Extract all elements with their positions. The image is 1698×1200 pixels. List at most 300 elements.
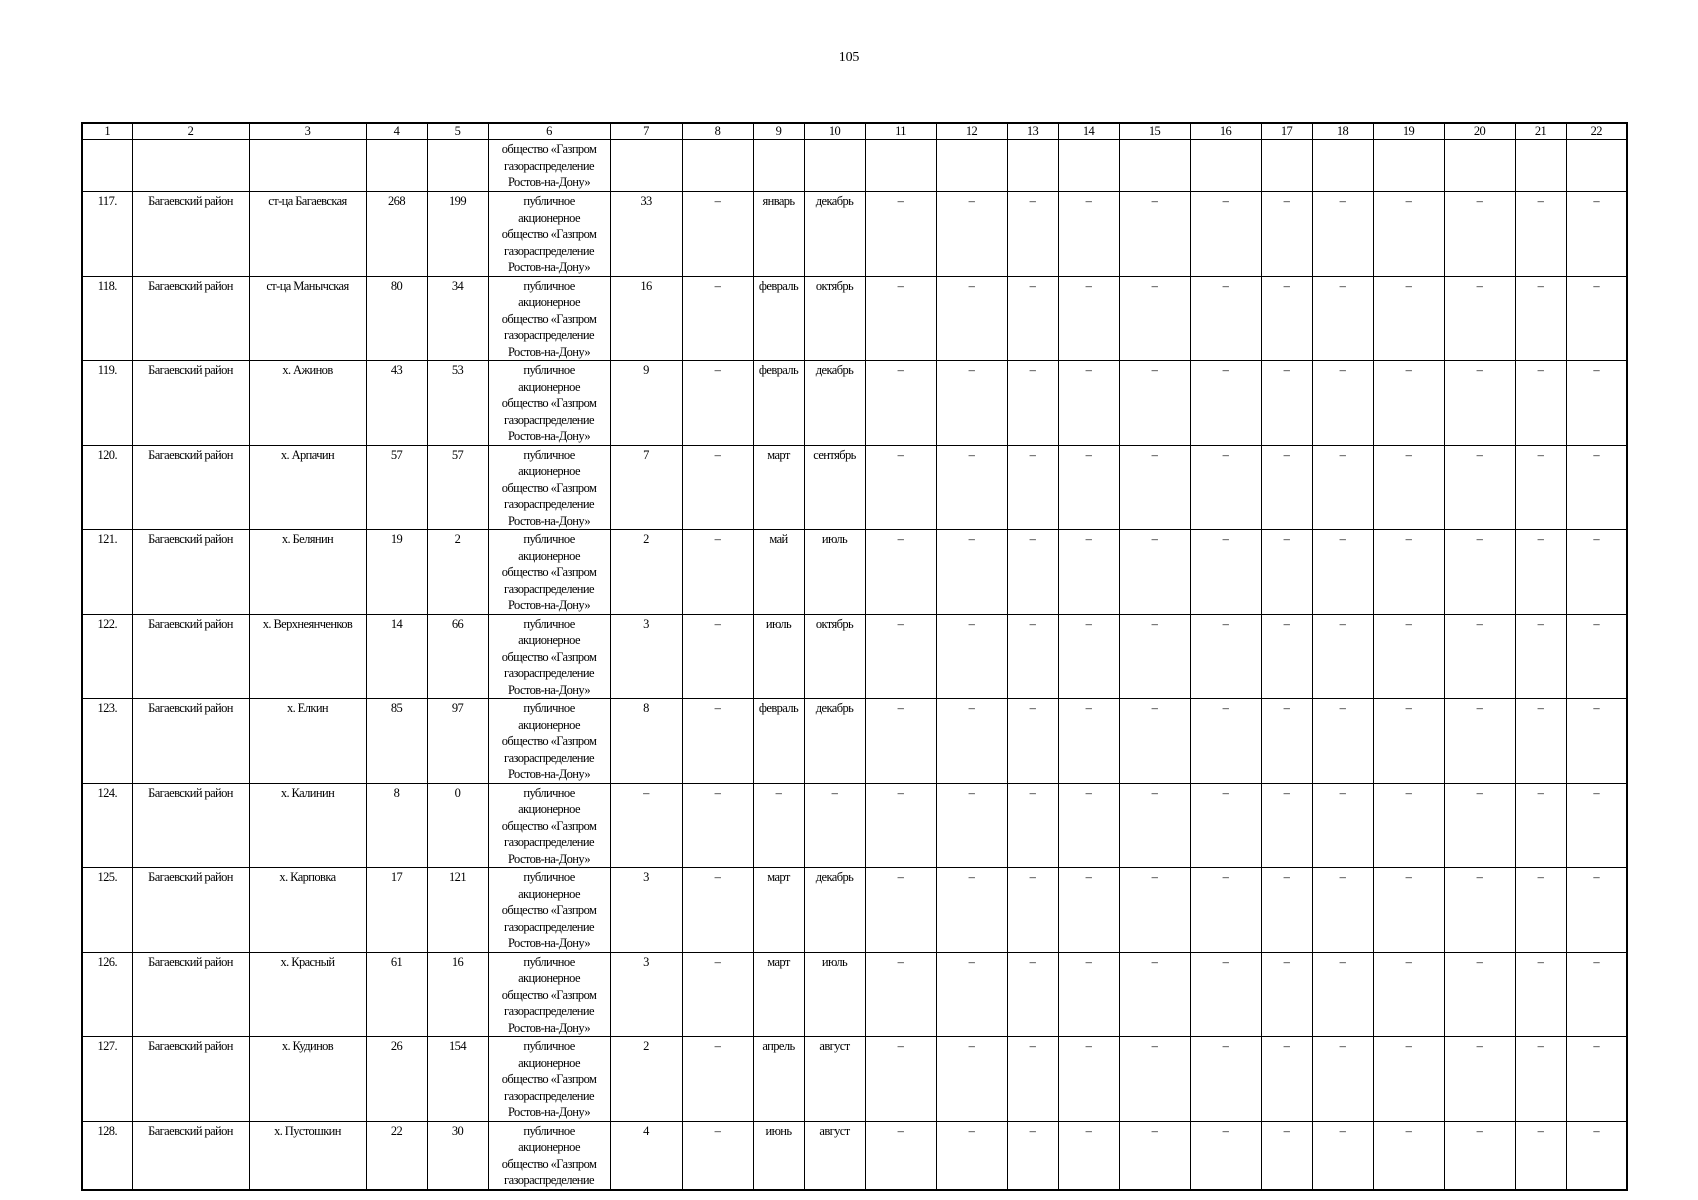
operator-line: публичное bbox=[523, 278, 575, 293]
dash-cell-col-14: – bbox=[1058, 1037, 1119, 1122]
dash-cell-col-22: – bbox=[1566, 1121, 1627, 1190]
operator-line: газораспределение bbox=[504, 328, 594, 342]
value-col-7: 9 bbox=[610, 361, 682, 446]
dash-cell-col-13: – bbox=[1007, 530, 1058, 615]
locality-cell: ст-ца Манычская bbox=[249, 276, 366, 361]
value-col-5: 57 bbox=[427, 445, 488, 530]
end-month-cell: август bbox=[804, 1121, 865, 1190]
start-month-cell: март bbox=[753, 952, 804, 1037]
cell-col-7 bbox=[610, 140, 682, 192]
cell-col-17 bbox=[1261, 140, 1312, 192]
dash-cell-col-22: – bbox=[1566, 192, 1627, 277]
dash-cell-col-22: – bbox=[1566, 783, 1627, 868]
dash-cell-col-15: – bbox=[1119, 530, 1190, 615]
operator-line: Ростов-на-Дону» bbox=[507, 1020, 591, 1035]
dash-cell-col-19: – bbox=[1373, 445, 1444, 530]
operator-line: Ростов-на-Дону» bbox=[507, 936, 591, 950]
operator-line: газораспределение bbox=[504, 243, 594, 258]
dash-cell-col-17: – bbox=[1261, 361, 1312, 446]
operator-line: акционерное bbox=[518, 464, 580, 478]
operator-line: газораспределение bbox=[504, 412, 594, 427]
district-cell: Багаевский район bbox=[132, 952, 249, 1037]
start-month-cell: январь bbox=[753, 192, 804, 277]
cell-col-9 bbox=[753, 140, 804, 192]
operator-line: публичное bbox=[523, 701, 575, 715]
table-row bbox=[82, 1037, 1627, 1122]
dash-cell-col-12: – bbox=[936, 192, 1007, 277]
dash-cell-col-20: – bbox=[1444, 276, 1515, 361]
cell-col-14 bbox=[1058, 140, 1119, 192]
dash-cell-col-20: – bbox=[1444, 699, 1515, 784]
dash-cell-col-17: – bbox=[1261, 868, 1312, 953]
dash-cell-col-19: – bbox=[1373, 614, 1444, 699]
dash-cell-col-12: – bbox=[936, 868, 1007, 953]
district-cell: Багаевский район bbox=[132, 783, 249, 868]
dash-cell-col-20: – bbox=[1444, 445, 1515, 530]
dash-cell-col-18: – bbox=[1312, 783, 1373, 868]
dash-cell-col-14: – bbox=[1058, 614, 1119, 699]
column-number-12: 12 bbox=[936, 123, 1007, 140]
cell-col-8 bbox=[682, 140, 753, 192]
operator-line: общество «Газпром bbox=[501, 142, 597, 156]
operator-line: акционерное bbox=[518, 210, 580, 225]
start-month-cell: март bbox=[753, 445, 804, 530]
end-month-cell: декабрь bbox=[804, 192, 865, 277]
dash-cell-col-13: – bbox=[1007, 699, 1058, 784]
dash-cell-col-11: – bbox=[865, 1037, 936, 1122]
value-col-5: 34 bbox=[427, 276, 488, 361]
operator-line: публичное bbox=[523, 447, 575, 462]
column-number-22: 22 bbox=[1566, 123, 1627, 140]
end-month-cell: – bbox=[804, 783, 865, 868]
table-row bbox=[82, 445, 1627, 530]
dash-cell-col-16: – bbox=[1190, 868, 1261, 953]
locality-cell: х. Белянин bbox=[249, 530, 366, 615]
dash-cell-col-21: – bbox=[1515, 699, 1566, 784]
operator-line: газораспределение bbox=[504, 1088, 594, 1103]
dash-cell-col-12: – bbox=[936, 276, 1007, 361]
operator-line: газораспределение bbox=[504, 835, 594, 849]
dash-cell-col-13: – bbox=[1007, 783, 1058, 868]
dash-cell-col-16: – bbox=[1190, 783, 1261, 868]
dash-cell-col-15: – bbox=[1119, 699, 1190, 784]
dash-cell-col-17: – bbox=[1261, 783, 1312, 868]
column-number-8: 8 bbox=[682, 123, 753, 140]
table-row bbox=[82, 1121, 1627, 1190]
value-col-7: 2 bbox=[610, 1037, 682, 1122]
dash-cell-col-16: – bbox=[1190, 192, 1261, 277]
dash-cell-col-20: – bbox=[1444, 952, 1515, 1037]
dash-cell-col-18: – bbox=[1312, 1037, 1373, 1122]
dash-cell-col-22: – bbox=[1566, 361, 1627, 446]
value-col-8: – bbox=[682, 952, 753, 1037]
value-col-5: 0 bbox=[427, 783, 488, 868]
operator-cell bbox=[488, 868, 610, 953]
cell-col-20 bbox=[1444, 140, 1515, 192]
operator-line: общество «Газпром bbox=[501, 480, 597, 495]
value-col-7: – bbox=[610, 783, 682, 868]
operator-line: Ростов-на-Дону» bbox=[507, 260, 591, 274]
dash-cell-col-16: – bbox=[1190, 699, 1261, 784]
value-col-4: 14 bbox=[366, 614, 427, 699]
column-number-1: 1 bbox=[82, 123, 132, 140]
dash-cell-col-19: – bbox=[1373, 192, 1444, 277]
value-col-4: 61 bbox=[366, 952, 427, 1037]
cell-col-4 bbox=[366, 140, 427, 192]
operator-line: акционерное bbox=[518, 295, 580, 309]
operator-cell bbox=[488, 699, 610, 784]
operator-line: акционерное bbox=[518, 971, 580, 985]
dash-cell-col-18: – bbox=[1312, 361, 1373, 446]
operator-cell bbox=[488, 445, 610, 530]
dash-cell-col-21: – bbox=[1515, 530, 1566, 615]
dash-cell-col-19: – bbox=[1373, 530, 1444, 615]
table-row bbox=[82, 276, 1627, 361]
dash-cell-col-14: – bbox=[1058, 361, 1119, 446]
value-col-8: – bbox=[682, 783, 753, 868]
dash-cell-col-18: – bbox=[1312, 868, 1373, 953]
operator-line: публичное bbox=[523, 363, 575, 377]
dash-cell-col-21: – bbox=[1515, 445, 1566, 530]
row-number: 122. bbox=[82, 614, 132, 699]
dash-cell-col-17: – bbox=[1261, 614, 1312, 699]
dash-cell-col-12: – bbox=[936, 783, 1007, 868]
column-number-4: 4 bbox=[366, 123, 427, 140]
cell-col-5 bbox=[427, 140, 488, 192]
column-number-19: 19 bbox=[1373, 123, 1444, 140]
dash-cell-col-13: – bbox=[1007, 276, 1058, 361]
value-col-5: 30 bbox=[427, 1121, 488, 1190]
operator-cell bbox=[488, 361, 610, 446]
value-col-4: 26 bbox=[366, 1037, 427, 1122]
operator-line: Ростов-на-Дону» bbox=[507, 682, 591, 697]
district-cell: Багаевский район bbox=[132, 276, 249, 361]
dash-cell-col-12: – bbox=[936, 361, 1007, 446]
value-col-7: 3 bbox=[610, 868, 682, 953]
column-number-15: 15 bbox=[1119, 123, 1190, 140]
value-col-5: 53 bbox=[427, 361, 488, 446]
row-number: 123. bbox=[82, 699, 132, 784]
dash-cell-col-22: – bbox=[1566, 445, 1627, 530]
dash-cell-col-14: – bbox=[1058, 276, 1119, 361]
dash-cell-col-12: – bbox=[936, 1037, 1007, 1122]
operator-line: общество «Газпром bbox=[501, 311, 597, 326]
operator-line: Ростов-на-Дону» bbox=[507, 598, 591, 612]
value-col-8: – bbox=[682, 361, 753, 446]
start-month-cell: апрель bbox=[753, 1037, 804, 1122]
dash-cell-col-20: – bbox=[1444, 361, 1515, 446]
operator-line: Ростов-на-Дону» bbox=[507, 175, 591, 189]
cell-col-3 bbox=[249, 140, 366, 192]
district-cell: Багаевский район bbox=[132, 699, 249, 784]
dash-cell-col-21: – bbox=[1515, 1121, 1566, 1190]
end-month-cell: октябрь bbox=[804, 276, 865, 361]
dash-cell-col-14: – bbox=[1058, 445, 1119, 530]
end-month-cell: декабрь bbox=[804, 699, 865, 784]
operator-line: газораспределение bbox=[504, 158, 594, 173]
value-col-5: 16 bbox=[427, 952, 488, 1037]
dash-cell-col-12: – bbox=[936, 445, 1007, 530]
dash-cell-col-18: – bbox=[1312, 952, 1373, 1037]
row-number: 127. bbox=[82, 1037, 132, 1122]
dash-cell-col-18: – bbox=[1312, 1121, 1373, 1190]
value-col-4: 268 bbox=[366, 192, 427, 277]
dash-cell-col-16: – bbox=[1190, 530, 1261, 615]
dash-cell-col-17: – bbox=[1261, 699, 1312, 784]
row-number: 124. bbox=[82, 783, 132, 868]
district-cell: Багаевский район bbox=[132, 530, 249, 615]
value-col-5: 2 bbox=[427, 530, 488, 615]
value-col-7: 8 bbox=[610, 699, 682, 784]
dash-cell-col-21: – bbox=[1515, 276, 1566, 361]
column-number-17: 17 bbox=[1261, 123, 1312, 140]
cell-col-22 bbox=[1566, 140, 1627, 192]
table-row bbox=[82, 530, 1627, 615]
operator-line: Ростов-на-Дону» bbox=[507, 767, 591, 781]
operator-line: общество «Газпром bbox=[501, 649, 597, 664]
dash-cell-col-12: – bbox=[936, 699, 1007, 784]
dash-cell-col-16: – bbox=[1190, 614, 1261, 699]
operator-line: публичное bbox=[523, 194, 575, 208]
dash-cell-col-14: – bbox=[1058, 952, 1119, 1037]
column-number-5: 5 bbox=[427, 123, 488, 140]
dash-cell-col-13: – bbox=[1007, 445, 1058, 530]
operator-line: общество «Газпром bbox=[501, 818, 597, 833]
locality-cell: х. Калинин bbox=[249, 783, 366, 868]
operator-line: акционерное bbox=[518, 1055, 580, 1070]
dash-cell-col-17: – bbox=[1261, 530, 1312, 615]
locality-cell: х. Пустошкин bbox=[249, 1121, 366, 1190]
dash-cell-col-21: – bbox=[1515, 192, 1566, 277]
dash-cell-col-17: – bbox=[1261, 1121, 1312, 1190]
dash-cell-col-15: – bbox=[1119, 192, 1190, 277]
dash-cell-col-16: – bbox=[1190, 1121, 1261, 1190]
start-month-cell: март bbox=[753, 868, 804, 953]
dash-cell-col-15: – bbox=[1119, 952, 1190, 1037]
operator-line: общество «Газпром bbox=[501, 565, 597, 579]
dash-cell-col-14: – bbox=[1058, 192, 1119, 277]
cell-col-15 bbox=[1119, 140, 1190, 192]
operator-line: общество «Газпром bbox=[501, 903, 597, 917]
dash-cell-col-20: – bbox=[1444, 783, 1515, 868]
dash-cell-col-16: – bbox=[1190, 1037, 1261, 1122]
operator-line: Ростов-на-Дону» bbox=[507, 1105, 591, 1119]
value-col-4: 8 bbox=[366, 783, 427, 868]
dash-cell-col-18: – bbox=[1312, 699, 1373, 784]
operator-cell bbox=[488, 140, 610, 192]
dash-cell-col-18: – bbox=[1312, 614, 1373, 699]
operator-line: акционерное bbox=[518, 717, 580, 732]
value-col-4: 17 bbox=[366, 868, 427, 953]
dash-cell-col-16: – bbox=[1190, 445, 1261, 530]
start-month-cell: июль bbox=[753, 614, 804, 699]
end-month-cell: сентябрь bbox=[804, 445, 865, 530]
end-month-cell: июль bbox=[804, 952, 865, 1037]
operator-line: акционерное bbox=[518, 1140, 580, 1154]
column-number-13: 13 bbox=[1007, 123, 1058, 140]
operator-line: публичное bbox=[523, 954, 575, 969]
value-col-7: 33 bbox=[610, 192, 682, 277]
operator-line: общество «Газпром bbox=[501, 396, 597, 410]
locality-cell: х. Елкин bbox=[249, 699, 366, 784]
start-month-cell: февраль bbox=[753, 361, 804, 446]
operator-line: Ростов-на-Дону» bbox=[507, 429, 591, 443]
dash-cell-col-12: – bbox=[936, 952, 1007, 1037]
dash-cell-col-22: – bbox=[1566, 699, 1627, 784]
column-number-3: 3 bbox=[249, 123, 366, 140]
column-number-18: 18 bbox=[1312, 123, 1373, 140]
dash-cell-col-16: – bbox=[1190, 361, 1261, 446]
value-col-4: 85 bbox=[366, 699, 427, 784]
operator-line: общество «Газпром bbox=[501, 1072, 597, 1086]
district-cell: Багаевский район bbox=[132, 614, 249, 699]
table-row bbox=[82, 783, 1627, 868]
cell-col-13 bbox=[1007, 140, 1058, 192]
value-col-4: 19 bbox=[366, 530, 427, 615]
end-month-cell: декабрь bbox=[804, 868, 865, 953]
dash-cell-col-17: – bbox=[1261, 276, 1312, 361]
column-number-16: 16 bbox=[1190, 123, 1261, 140]
operator-cell bbox=[488, 783, 610, 868]
dash-cell-col-11: – bbox=[865, 445, 936, 530]
operator-cell bbox=[488, 1037, 610, 1122]
operator-line: общество «Газпром bbox=[501, 987, 597, 1002]
column-number-20: 20 bbox=[1444, 123, 1515, 140]
operator-line: общество «Газпром bbox=[501, 734, 597, 748]
dash-cell-col-22: – bbox=[1566, 868, 1627, 953]
locality-cell: х. Карповка bbox=[249, 868, 366, 953]
dash-cell-col-20: – bbox=[1444, 614, 1515, 699]
value-col-5: 121 bbox=[427, 868, 488, 953]
dash-cell-col-20: – bbox=[1444, 1121, 1515, 1190]
dash-cell-col-12: – bbox=[936, 1121, 1007, 1190]
dash-cell-col-14: – bbox=[1058, 530, 1119, 615]
locality-cell: х. Верхнеянченков bbox=[249, 614, 366, 699]
value-col-4: 57 bbox=[366, 445, 427, 530]
district-cell: Багаевский район bbox=[132, 361, 249, 446]
dash-cell-col-11: – bbox=[865, 699, 936, 784]
value-col-7: 7 bbox=[610, 445, 682, 530]
end-month-cell: июль bbox=[804, 530, 865, 615]
table-row bbox=[82, 614, 1627, 699]
dash-cell-col-13: – bbox=[1007, 868, 1058, 953]
dash-cell-col-22: – bbox=[1566, 1037, 1627, 1122]
value-col-4: 80 bbox=[366, 276, 427, 361]
dash-cell-col-20: – bbox=[1444, 192, 1515, 277]
value-col-7: 3 bbox=[610, 952, 682, 1037]
dash-cell-col-13: – bbox=[1007, 1037, 1058, 1122]
operator-line: публичное bbox=[523, 532, 575, 546]
dash-cell-col-22: – bbox=[1566, 530, 1627, 615]
dash-cell-col-21: – bbox=[1515, 361, 1566, 446]
row-number: 119. bbox=[82, 361, 132, 446]
locality-cell: х. Кудинов bbox=[249, 1037, 366, 1122]
operator-cell bbox=[488, 192, 610, 277]
column-number-row bbox=[82, 123, 1627, 140]
dash-cell-col-14: – bbox=[1058, 783, 1119, 868]
value-col-7: 4 bbox=[610, 1121, 682, 1190]
dash-cell-col-17: – bbox=[1261, 192, 1312, 277]
operator-line: публичное bbox=[523, 616, 575, 631]
start-month-cell: июнь bbox=[753, 1121, 804, 1190]
value-col-8: – bbox=[682, 614, 753, 699]
operator-line: общество «Газпром bbox=[501, 1156, 597, 1171]
dash-cell-col-21: – bbox=[1515, 614, 1566, 699]
dash-cell-col-15: – bbox=[1119, 614, 1190, 699]
value-col-4: 43 bbox=[366, 361, 427, 446]
table-row bbox=[82, 361, 1627, 446]
operator-cell bbox=[488, 1121, 610, 1190]
value-col-8: – bbox=[682, 699, 753, 784]
row-number: 120. bbox=[82, 445, 132, 530]
dash-cell-col-11: – bbox=[865, 783, 936, 868]
table-row bbox=[82, 868, 1627, 953]
dash-cell-col-22: – bbox=[1566, 614, 1627, 699]
operator-line: газораспределение bbox=[504, 497, 594, 511]
locality-cell: ст-ца Багаевская bbox=[249, 192, 366, 277]
start-month-cell: – bbox=[753, 783, 804, 868]
value-col-8: – bbox=[682, 530, 753, 615]
continuation-row bbox=[82, 140, 1627, 192]
value-col-5: 199 bbox=[427, 192, 488, 277]
operator-line: газораспределение bbox=[504, 581, 594, 596]
operator-cell bbox=[488, 276, 610, 361]
start-month-cell: февраль bbox=[753, 699, 804, 784]
column-number-7: 7 bbox=[610, 123, 682, 140]
value-col-7: 16 bbox=[610, 276, 682, 361]
dash-cell-col-14: – bbox=[1058, 1121, 1119, 1190]
cell-col-19 bbox=[1373, 140, 1444, 192]
district-cell: Багаевский район bbox=[132, 1037, 249, 1122]
operator-line: акционерное bbox=[518, 633, 580, 647]
table-row bbox=[82, 699, 1627, 784]
dash-cell-col-18: – bbox=[1312, 530, 1373, 615]
locality-cell: х. Арпачин bbox=[249, 445, 366, 530]
column-number-2: 2 bbox=[132, 123, 249, 140]
value-col-7: 3 bbox=[610, 614, 682, 699]
dash-cell-col-15: – bbox=[1119, 361, 1190, 446]
dash-cell-col-14: – bbox=[1058, 868, 1119, 953]
operator-line: газораспределение bbox=[504, 919, 594, 934]
value-col-5: 66 bbox=[427, 614, 488, 699]
column-number-14: 14 bbox=[1058, 123, 1119, 140]
cell-col-21 bbox=[1515, 140, 1566, 192]
dash-cell-col-19: – bbox=[1373, 1121, 1444, 1190]
dash-cell-col-11: – bbox=[865, 192, 936, 277]
cell-col-18 bbox=[1312, 140, 1373, 192]
operator-line: Ростов-на-Дону» bbox=[507, 344, 591, 359]
table-row bbox=[82, 192, 1627, 277]
dash-cell-col-18: – bbox=[1312, 445, 1373, 530]
value-col-8: – bbox=[682, 445, 753, 530]
operator-line: Ростов-на-Дону» bbox=[507, 851, 591, 866]
row-number: 117. bbox=[82, 192, 132, 277]
district-cell: Багаевский район bbox=[132, 192, 249, 277]
end-month-cell: декабрь bbox=[804, 361, 865, 446]
operator-cell bbox=[488, 530, 610, 615]
dash-cell-col-13: – bbox=[1007, 952, 1058, 1037]
cell-col-11 bbox=[865, 140, 936, 192]
dash-cell-col-11: – bbox=[865, 530, 936, 615]
dash-cell-col-19: – bbox=[1373, 868, 1444, 953]
dash-cell-col-11: – bbox=[865, 276, 936, 361]
row-number: 128. bbox=[82, 1121, 132, 1190]
start-month-cell: февраль bbox=[753, 276, 804, 361]
operator-line: газораспределение bbox=[504, 1004, 594, 1018]
operator-line: акционерное bbox=[518, 548, 580, 563]
column-number-11: 11 bbox=[865, 123, 936, 140]
operator-line: акционерное bbox=[518, 886, 580, 901]
